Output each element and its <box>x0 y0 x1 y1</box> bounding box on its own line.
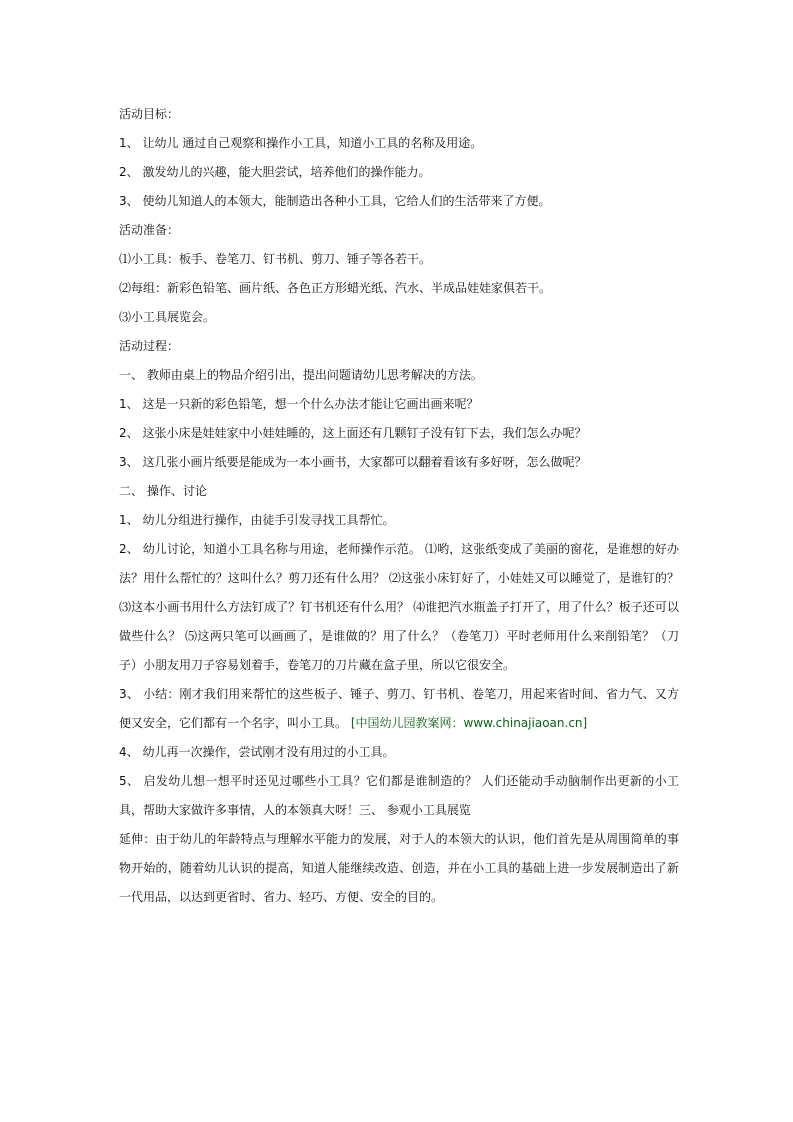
heading-preparation: 活动准备： <box>119 223 180 237</box>
section2-item-3 <box>119 680 679 738</box>
section2-item-4: 4、 幼儿再一次操作，尝试刚才没有用过的小工具。 <box>119 745 395 759</box>
extension-paragraph: 延伸：由于幼儿的年龄特点与理解水平能力的发展，对于人的本领大的认识，他们首先是从周围简单的事物开始的，随着幼儿认识的提高，知道人能继续改造、创造，并在小工具的基础上进一步发展制造出了新一代用品，以达到更省时、省力、轻巧、方便、安全的目的。 <box>119 832 679 904</box>
section2-item-3-text: 3、 小结：刚才我们用来帮忙的这些板子、锤子、剪刀、钉书机、卷笔刀，用起来省时间、省力气、又方便又安全，它们都有一个名字，叫小工具。 <box>119 687 679 730</box>
section2-title: 二、 操作、讨论 <box>119 484 207 498</box>
source-link-text: [中国幼儿园教案网：www.chinajiaoan.cn] <box>350 716 588 730</box>
section2-item-2: 2、 幼儿讨论，知道小工具名称与用途，老师操作示范。 ⑴哟，这张纸变成了美丽的窗花，是谁想的好办法？用什么帮忙的？这叫什么？剪刀还有什么用？ ⑵这张小床钉好了，小娃娃又可以睡觉了，是谁钉的？ ⑶这本小画书用什么方法钉成了？钉书机还有什么用？ ⑷谁把汽水瓶盖子打开了，用了什么？板子还可以做些什么？ ⑸这两只笔可以画画了，是谁做的？用了什么？（卷笔刀）平时老师用什么来削铅笔？（刀子）小朋友用刀子容易划着手，卷笔刀的刀片藏在盒子里，所以它很安全。 <box>119 542 679 672</box>
prep-item-2: ⑵每组：新彩色铅笔、画片纸、各色正方形蜡光纸、汽水、半成品娃娃家俱若干。 <box>119 281 552 295</box>
goal-item-2: 2、 激发幼儿的兴趣，能大胆尝试，培养他们的操作能力。 <box>119 165 431 179</box>
section2-item-5: 5、 启发幼儿想一想平时还见过哪些小工具？它们都是谁制造的？ 人们还能动手动脑制作出更新的小工具，帮助大家做许多事情，人的本领真大呀！三、 参观小工具展览 <box>119 774 679 817</box>
document-body <box>119 100 679 912</box>
heading-goals: 活动目标： <box>119 107 180 121</box>
section1-item-3: 3、 这几张小画片纸要是能成为一本小画书，大家都可以翻着看该有多好呀，怎么做呢？ <box>119 455 587 469</box>
prep-item-3: ⑶小工具展览会。 <box>119 310 216 324</box>
prep-item-1: ⑴小工具：板手、卷笔刀、钉书机、剪刀、锤子等各若干。 <box>119 252 432 266</box>
heading-process: 活动过程： <box>119 339 180 353</box>
section2-item-1: 1、 幼儿分组进行操作，由徒手引发寻找工具帮忙。 <box>119 513 395 527</box>
goal-item-3: 3、 使幼儿知道人的本领大，能制造出各种小工具，它给人们的生活带来了方便。 <box>119 194 551 208</box>
section1-title: 一、 教师由桌上的物品介绍引出，提出问题请幼儿思考解决的方法。 <box>119 368 483 382</box>
section1-item-1: 1、 这是一只新的彩色铅笔，想一个什么办法才能让它画出画来呢？ <box>119 397 479 411</box>
goal-item-1: 1、 让幼儿 通过自己观察和操作小工具，知道小工具的名称及用途。 <box>119 136 483 150</box>
section1-item-2: 2、 这张小床是娃娃家中小娃娃睡的，这上面还有几颗钉子没有钉下去，我们怎么办呢？ <box>119 426 587 440</box>
